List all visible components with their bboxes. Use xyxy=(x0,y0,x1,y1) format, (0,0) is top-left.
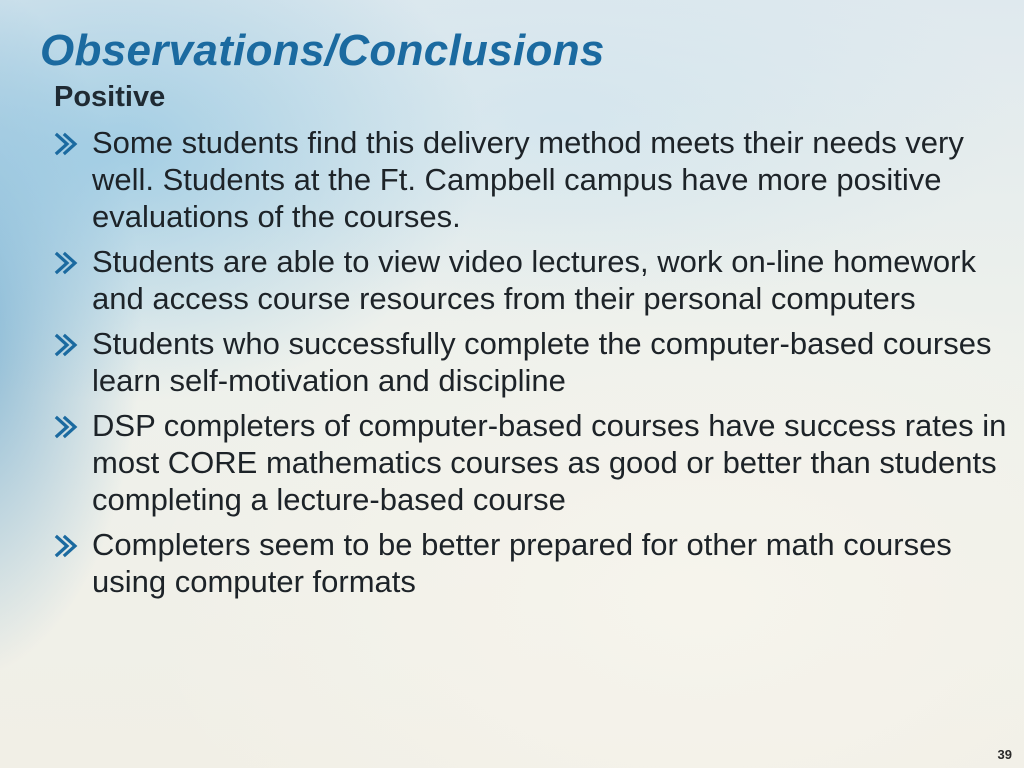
bullet-text: Students who successfully complete the computer-based courses learn self-motivation and discipline xyxy=(92,326,992,398)
arrow-bullet-icon xyxy=(54,251,80,275)
bullet-item xyxy=(54,124,1014,235)
arrow-bullet-icon xyxy=(54,415,80,439)
bullet-text: Some students find this delivery method meets their needs very well. Students at the Ft. Campbell campus have more positive evaluations of the courses. xyxy=(92,125,964,234)
bullet-text: Students are able to view video lectures, work on-line homework and access course resources from their personal computers xyxy=(92,244,976,316)
bullet-item xyxy=(54,243,1014,317)
section-heading: Positive xyxy=(54,81,166,113)
arrow-bullet-icon xyxy=(54,132,80,156)
slide-number: 39 xyxy=(997,747,1012,762)
slide-title: Observations/Conclusions xyxy=(40,26,605,75)
bullet-list xyxy=(54,124,1014,608)
bullet-text: DSP completers of computer-based courses have success rates in most CORE mathematics courses as good or better than students completing a lecture-based course xyxy=(92,408,1007,517)
bullet-item xyxy=(54,407,1014,518)
arrow-bullet-icon xyxy=(54,333,80,357)
bullet-text: Completers seem to be better prepared for other math courses using computer formats xyxy=(92,527,952,599)
bullet-item xyxy=(54,325,1014,399)
bullet-item xyxy=(54,526,1014,600)
arrow-bullet-icon xyxy=(54,534,80,558)
